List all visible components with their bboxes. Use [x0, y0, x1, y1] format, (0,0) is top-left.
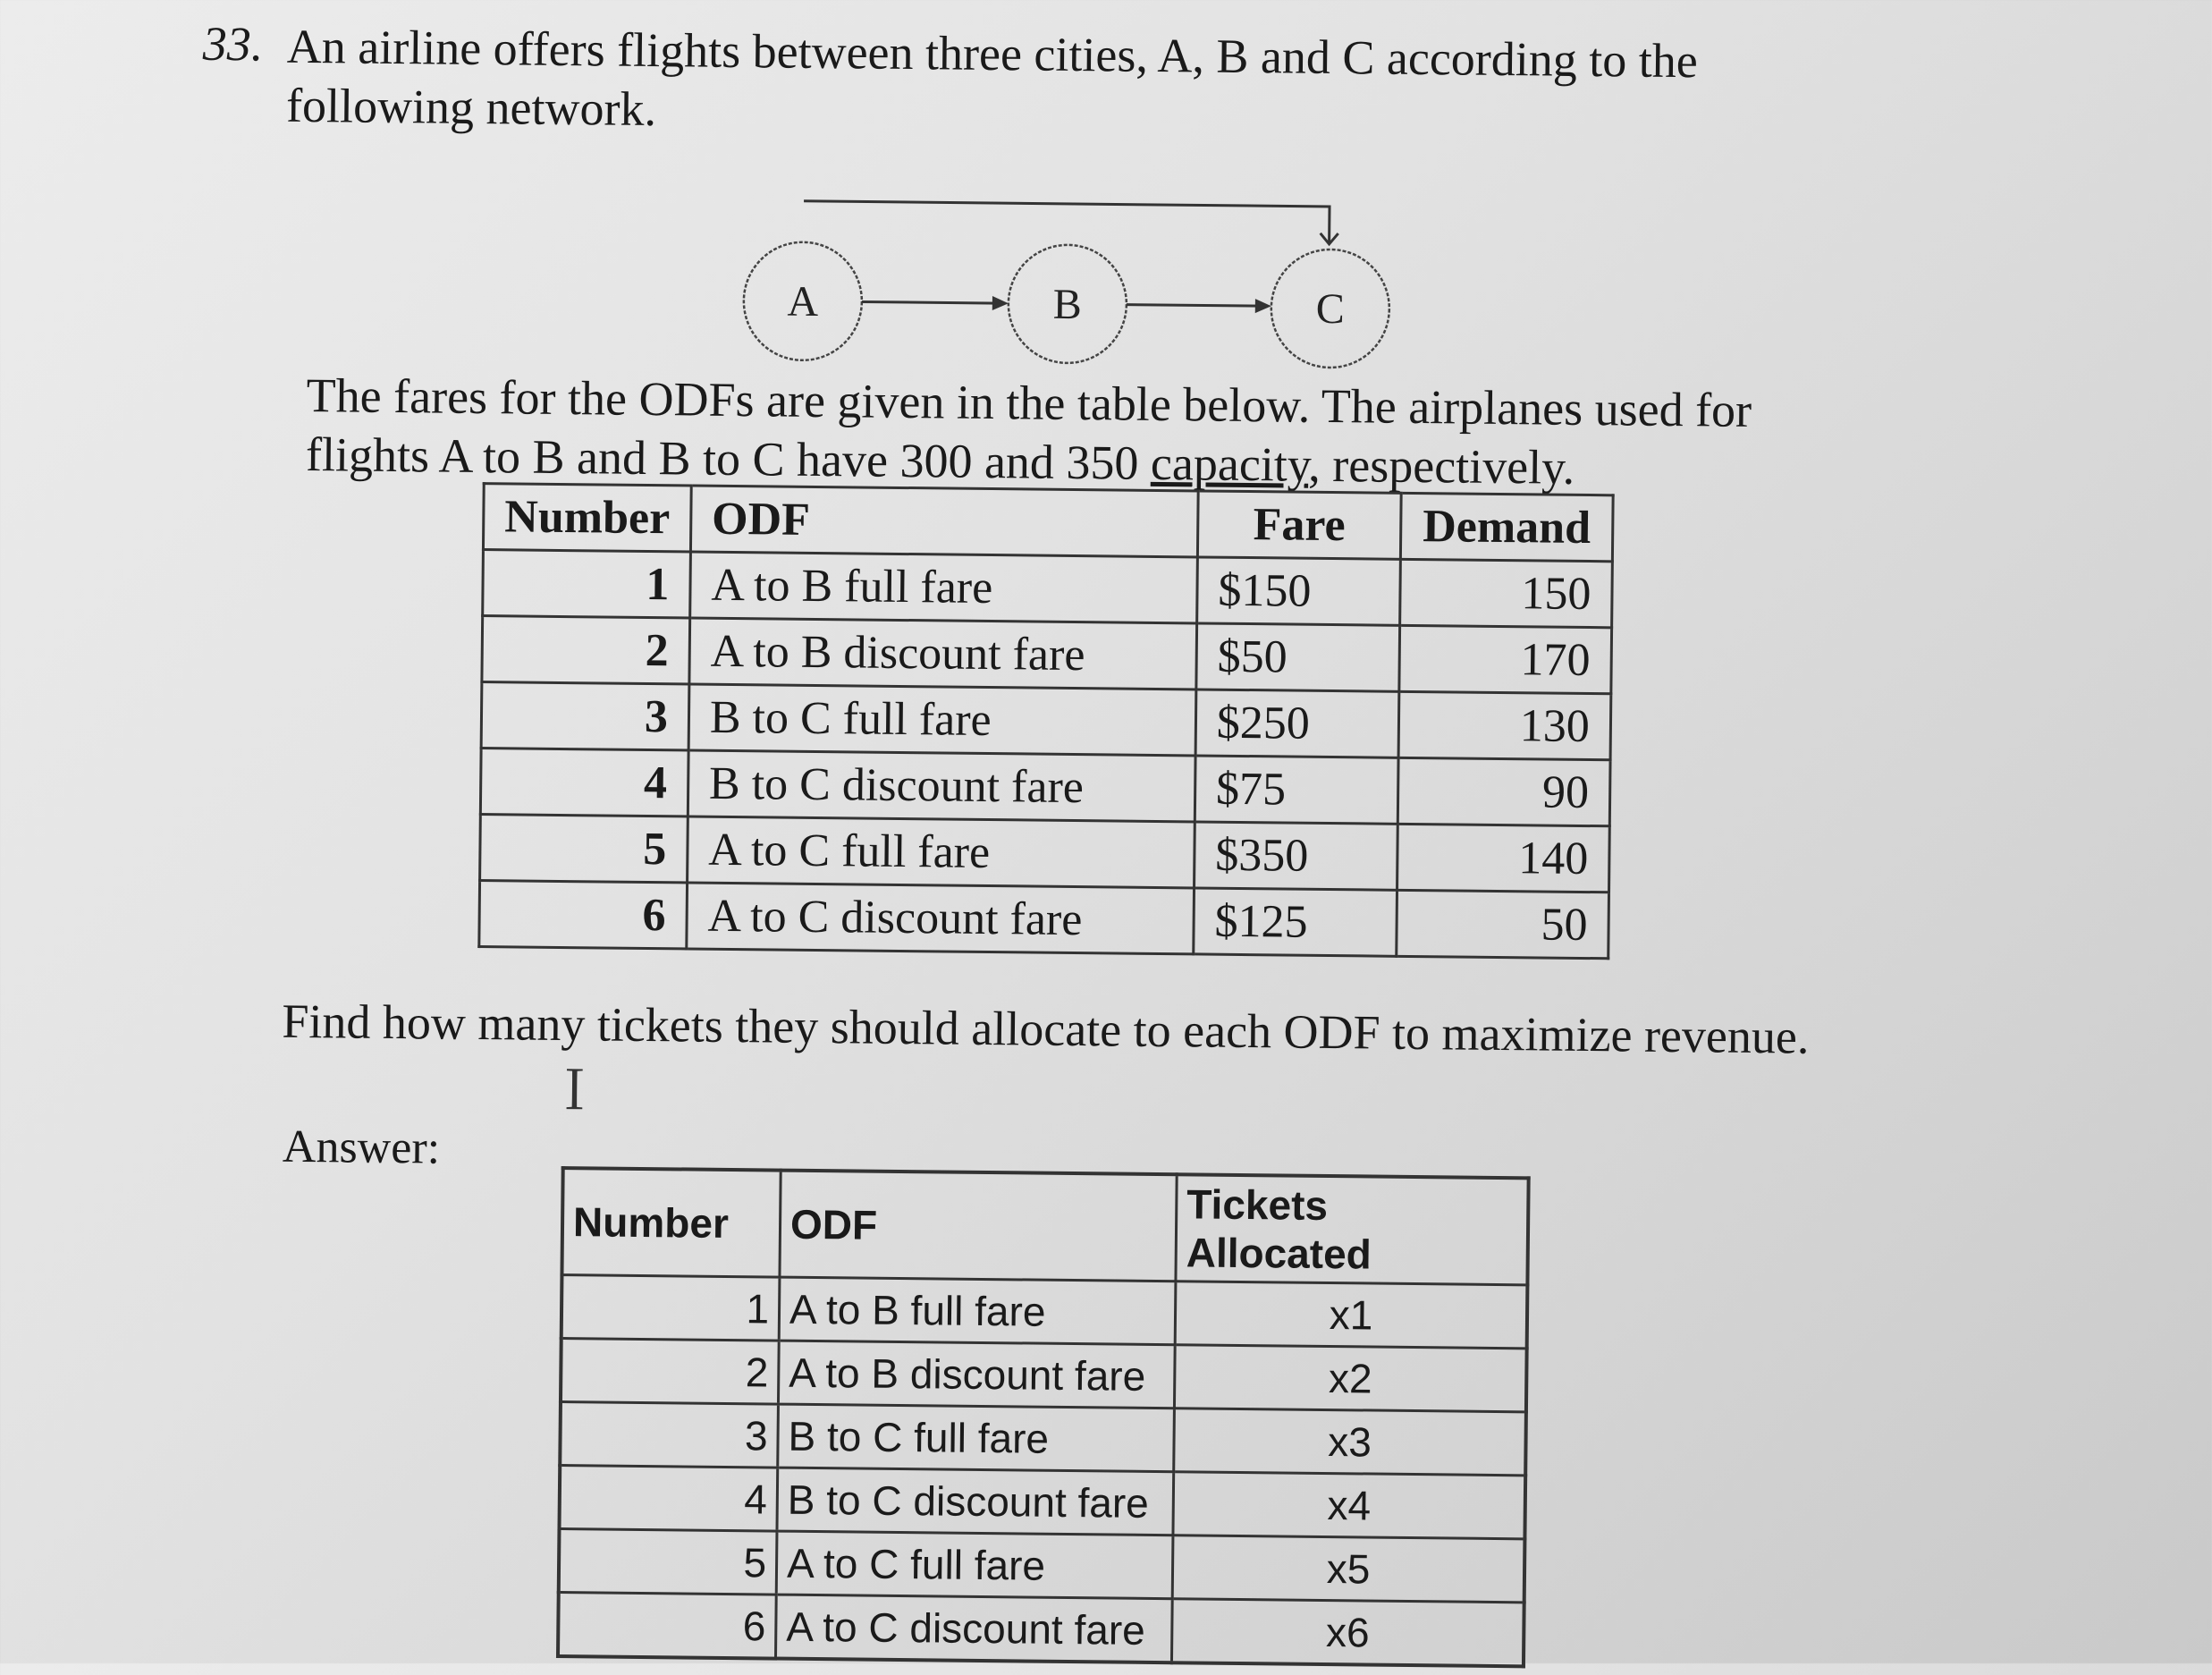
- table-row: 5 A to C full fare x5: [559, 1529, 1525, 1603]
- table-row: 4 B to C discount fare $75 90: [480, 749, 1610, 826]
- table-row: 6 A to C discount fare x6: [558, 1593, 1524, 1667]
- fare-table: [477, 482, 1614, 960]
- table-header-row: [483, 484, 1613, 562]
- arrow-a-to-b: [862, 301, 998, 303]
- header-odf: ODF: [780, 1171, 1177, 1282]
- header-number: Number: [483, 484, 691, 552]
- arrow-b-to-c: [1127, 305, 1261, 307]
- table-row: 1 A to B full fare x1: [561, 1275, 1528, 1349]
- header-demand: Demand: [1400, 493, 1613, 561]
- table-row: 5 A to C full fare $350 140: [480, 815, 1610, 892]
- question-text: An airline offers flights between three cities, A, B and C according to the following network.: [285, 19, 1699, 137]
- answer-table: [556, 1166, 1531, 1668]
- node-a-label: A: [787, 277, 819, 326]
- table-row: 2 A to B discount fare x2: [561, 1339, 1527, 1412]
- text-cursor-icon: Ｉ: [547, 1059, 602, 1123]
- connector-a-to-c: [804, 201, 1330, 242]
- table-header-row: [561, 1168, 1528, 1285]
- underlined-word: capacity: [1150, 436, 1309, 492]
- prompt-text: Find how many tickets they should allocate to each ODF to maximize revenue.: [282, 994, 1810, 1064]
- table-row: 3 B to C full fare $250 130: [481, 682, 1611, 760]
- intro-paragraph: The fares for the ODFs are given in the table below. The airplanes used for flights A to B and B to C have 300 and 350 capacity, respectively.: [305, 368, 1752, 495]
- table-row: 3 B to C full fare x3: [560, 1402, 1526, 1476]
- node-c-label: C: [1315, 284, 1346, 334]
- node-b-label: B: [1052, 280, 1083, 329]
- question-number: 33.: [202, 16, 264, 72]
- table-row: 1 A to B full fare $150 150: [483, 550, 1613, 628]
- header-number: Number: [561, 1168, 781, 1277]
- table-row: 4 B to C discount fare x4: [559, 1466, 1525, 1539]
- network-diagram: [729, 191, 1410, 377]
- table-row: 6 A to C discount fare $125 50: [479, 881, 1609, 959]
- table-row: 2 A to B discount fare $50 170: [482, 616, 1612, 694]
- header-tickets-allocated: Tickets Allocated: [1176, 1174, 1529, 1285]
- header-odf: ODF: [690, 486, 1198, 557]
- header-fare: Fare: [1197, 491, 1401, 559]
- answer-label: Answer:: [282, 1121, 441, 1174]
